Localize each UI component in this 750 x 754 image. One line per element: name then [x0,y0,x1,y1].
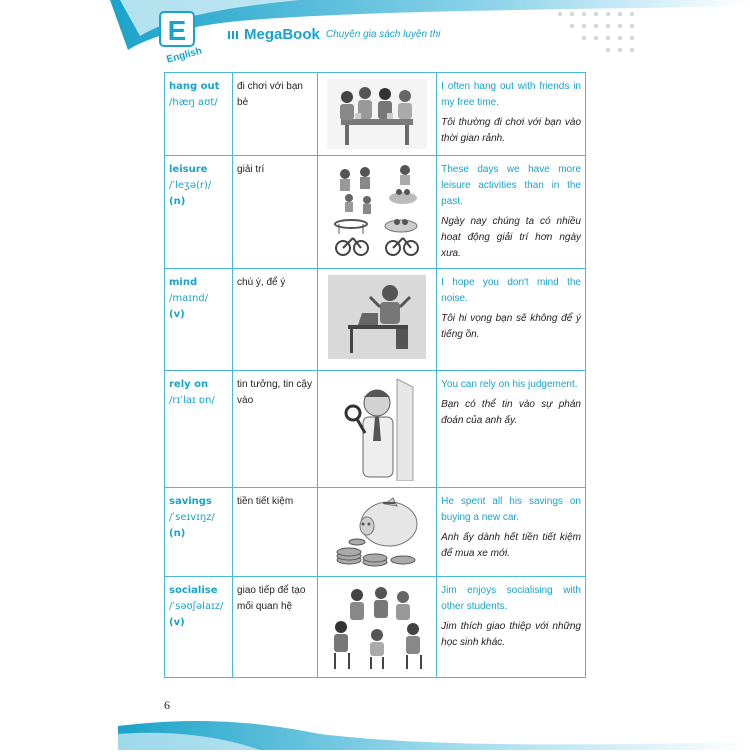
meaning-cell [233,73,318,156]
image-cell [318,371,437,488]
vocab-word: hang out [169,81,220,92]
example-cell [437,577,586,678]
table-row [165,371,586,488]
vocab-meaning: giải trí [237,164,265,175]
page-header [0,0,750,72]
vocab-ipa: /ˈseɪvɪŋz/ [169,512,215,523]
vocab-word: mind [169,277,198,288]
students-circle-illustration [327,583,427,671]
vocab-ipa: /maɪnd/ [169,293,209,304]
meaning-cell [233,488,318,577]
leisure-activities-illustration [327,162,427,258]
vocab-meaning: tin tưởng, tin cậy vào [237,379,312,406]
table-row [165,488,586,577]
friends-gathering-illustration [327,79,427,149]
vocab-word: socialise [169,585,218,596]
example-translation: Jim thích giao thiệp với những học sinh khác. [441,621,581,648]
vocab-word: leisure [169,164,208,175]
vocab-ipa: /hæŋ aʊt/ [169,97,218,108]
example-cell [437,269,586,371]
vocab-pos: (n) [169,196,186,207]
word-cell [165,488,233,577]
example-translation: Tôi hi vọng bạn sẽ không để ý tiếng ồn. [441,313,581,340]
vocab-word: rely on [169,379,209,390]
table-row [165,577,586,678]
page-number: 6 [164,698,170,712]
word-cell [165,156,233,269]
image-cell [318,156,437,269]
example-cell [437,371,586,488]
image-cell [318,488,437,577]
example-cell [437,156,586,269]
megabook-bars-icon [228,30,240,40]
vocabulary-table [164,72,586,678]
svg-text:E: E [167,15,187,46]
example-sentence: I hope you don't mind the noise. [441,277,581,304]
example-sentence: Jim enjoys socialising with other students. [441,585,581,612]
piggy-bank-illustration [327,494,427,570]
vocab-word: savings [169,496,212,507]
meaning-cell [233,269,318,371]
word-cell [165,371,233,488]
image-cell [318,269,437,371]
example-translation: Bạn có thể tin vào sự phán đoán của anh ấy. [441,399,581,426]
example-sentence: These days we have more leisure activities than in the past. [441,164,581,207]
example-translation: Ngày nay chúng ta có nhiều hoạt động giải trí hơn ngày xưa. [441,216,581,259]
example-sentence: He spent all his savings on buying a new car. [441,496,581,523]
table-row [165,156,586,269]
example-translation: Anh ấy dành hết tiền tiết kiệm để mua xe mới. [441,532,581,559]
word-cell [165,577,233,678]
word-cell [165,269,233,371]
meaning-cell [233,577,318,678]
vocab-pos: (v) [169,309,185,320]
svg-text:English: English [165,45,204,66]
meaning-cell [233,156,318,269]
vocab-pos: (n) [169,528,186,539]
image-cell [318,73,437,156]
brand-name: MegaBook [244,26,320,43]
man-at-desk-illustration [328,275,426,359]
example-translation: Tôi thường đi chơi với bạn vào thời gian rảnh. [441,117,581,144]
vocab-pos: (v) [169,617,185,628]
vocab-ipa: /ˈsəʊʃəlaɪz/ [169,601,224,612]
example-sentence: I often hang out with friends in my free time. [441,81,581,108]
vocab-meaning: đi chơi với bạn bè [237,81,303,108]
vocab-ipa: /ˈleʒə(r)/ [169,180,212,191]
footer-wave-graphic [0,712,750,750]
page-footer [0,712,750,750]
brand-tagline: Chuyên gia sách luyện thi [325,29,441,40]
vocab-ipa: /rɪˈlaɪ ɒn/ [169,395,215,406]
word-cell [165,73,233,156]
man-with-magnifier-illustration [337,377,417,481]
meaning-cell [233,371,318,488]
example-sentence: You can rely on his judgement. [441,379,578,390]
table-row [165,269,586,371]
table-row [165,73,586,156]
vocab-meaning: tiền tiết kiệm [237,496,294,507]
vocab-meaning: chú ý, để ý [237,277,286,288]
example-cell [437,488,586,577]
brand-logo [228,26,440,43]
image-cell [318,577,437,678]
vocab-meaning: giao tiếp để tạo mối quan hệ [237,585,306,612]
example-cell [437,73,586,156]
